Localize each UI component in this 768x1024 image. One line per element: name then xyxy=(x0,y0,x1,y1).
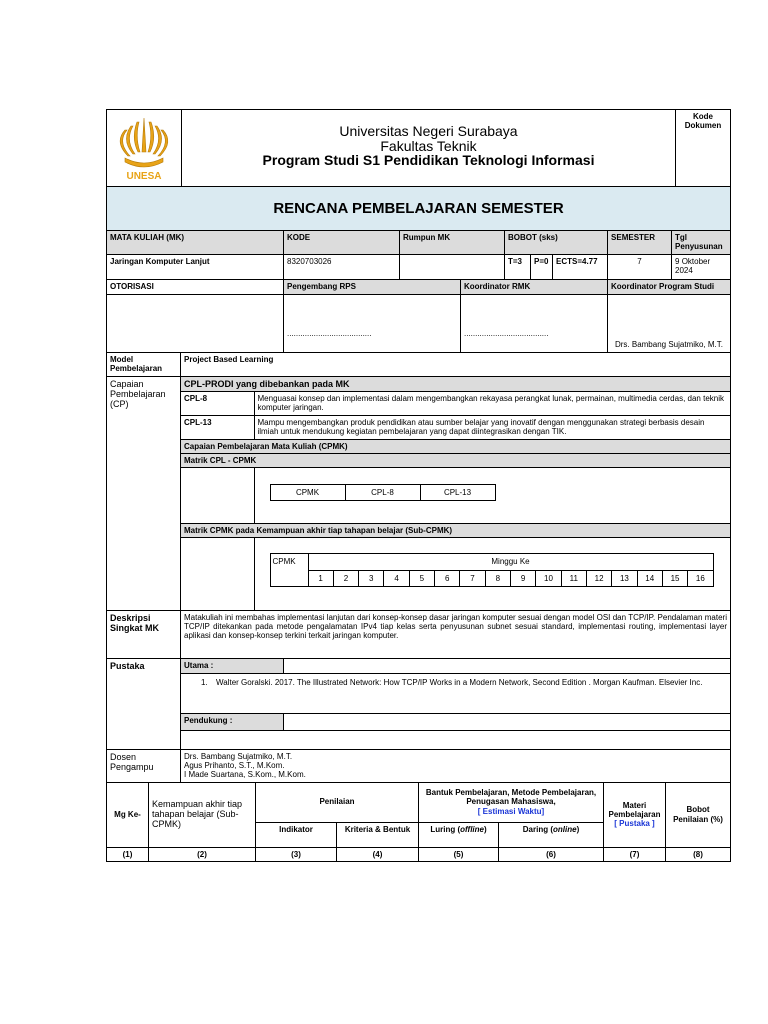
dosen-3: I Made Suartana, S.Kom., M.Kom. xyxy=(184,770,306,780)
rps-document xyxy=(106,109,731,862)
dosen-2: Agus Prihanto, S.T., M.Kom. xyxy=(184,761,285,771)
pustaka-inner-table xyxy=(181,659,730,749)
week-8: 8 xyxy=(485,570,510,586)
subcpmk-cpmk-label: CPMK xyxy=(270,554,308,586)
tgl-header: Tgl Penyusunan xyxy=(672,231,731,255)
cpl-13-code: CPL-13 xyxy=(181,415,254,439)
sks-p: P=0 xyxy=(531,255,553,280)
dosen-label: Dosen Pengampu xyxy=(107,749,181,782)
cpl-13-text: Mampu mengembangkan produk pendidikan atau sumber belajar yang inovatif dengan menggunakan strategi berbasis desain ilmiah untuk mendukung kegiatan pembelajaran yang dapat diintegrasikan dengan TIK. xyxy=(254,415,730,439)
week-14: 14 xyxy=(637,570,662,586)
week-1: 1 xyxy=(308,570,333,586)
course-semester: 7 xyxy=(608,255,672,280)
cpl-cpmk-matrix xyxy=(270,484,496,501)
sks-t: T=3 xyxy=(505,255,531,280)
course-rumpun xyxy=(400,255,505,280)
matrik-cpl-heading: Matrik CPL - CPMK xyxy=(181,454,730,468)
col-num-3: (3) xyxy=(256,847,337,861)
dosen-list xyxy=(181,749,731,782)
cp-label: Capaian Pembelajaran (CP) xyxy=(107,376,181,610)
ref-number: 1. xyxy=(201,678,208,688)
pengembang-label: Pengembang RPS xyxy=(284,280,461,295)
matrix-col-cpl13: CPL-13 xyxy=(420,485,495,501)
pendukung-label: Pendukung : xyxy=(181,714,283,731)
week-2: 2 xyxy=(333,570,358,586)
week-3: 3 xyxy=(359,570,384,586)
sign-pengembang: ...................................... xyxy=(284,295,461,353)
cpl-8-code: CPL-8 xyxy=(181,391,254,415)
sign-prodi: Drs. Bambang Sujatmiko, M.T. xyxy=(608,295,731,353)
sks-ects: ECTS=4.77 xyxy=(553,255,608,280)
dosen-1: Drs. Bambang Sujatmiko, M.T. xyxy=(184,751,293,761)
course-name: Jaringan Komputer Lanjut xyxy=(107,255,284,280)
header-table xyxy=(106,109,731,231)
cp-inner-table xyxy=(181,377,730,610)
col-num-7: (7) xyxy=(604,847,666,861)
subcpmk-heading: Matrik CPMK pada Kemampuan akhir tiap tahapan belajar (Sub-CPMK) xyxy=(181,524,730,538)
koordinator-prodi-label: Koordinator Program Studi xyxy=(608,280,731,295)
university-name: Universitas Negeri Surabaya xyxy=(339,123,518,139)
minggu-label: Minggu Ke xyxy=(308,554,713,570)
course-code: 8320703026 xyxy=(284,255,400,280)
cpl-heading: CPL-PRODI yang dibebankan pada MK xyxy=(181,377,730,392)
ref-1: Walter Goralski. 2017. The Illustrated Network: How TCP/IP Works in a Modern Network, Second Edition . Morgan Kaufman. Elsevier Inc. xyxy=(216,678,703,688)
university-heading xyxy=(182,110,676,187)
week-11: 11 xyxy=(561,570,586,586)
col-num-8: (8) xyxy=(666,847,731,861)
bobot-header: BOBOT (sks) xyxy=(505,231,608,255)
kode-dokumen: Kode Dokumen xyxy=(676,110,731,187)
kemampuan-header: Kemampuan akhir tiap tahapan belajar (Sub-CPMK) xyxy=(149,782,256,847)
kriteria-header: Kriteria & Bentuk xyxy=(337,822,419,847)
sign-rmk: ...................................... xyxy=(461,295,608,353)
week-13: 13 xyxy=(612,570,637,586)
week-6: 6 xyxy=(435,570,460,586)
rumpun-header: Rumpun MK xyxy=(400,231,505,255)
materi-header: Materi Pembelajaran [ Pustaka ] xyxy=(604,782,666,847)
penilaian-header: Penilaian xyxy=(256,782,419,822)
week-16: 16 xyxy=(688,570,713,586)
model-value: Project Based Learning xyxy=(181,353,731,376)
kode-header: KODE xyxy=(284,231,400,255)
cpl-8-text: Menguasai konsep dan implementasi dalam mengembangkan rekayasa perangkat lunak, permainan, multimedia cerdas, dan teknik komputer jaringan. xyxy=(254,391,730,415)
model-label: Model Pembelajaran xyxy=(107,353,181,376)
estimasi-waktu: [ Estimasi Waktu] xyxy=(477,806,545,816)
unesa-logo-icon xyxy=(113,112,175,182)
svg-text:UNESA: UNESA xyxy=(126,171,162,182)
plan-header-table xyxy=(106,782,731,862)
mg-ke-header: Mg Ke- xyxy=(107,782,149,847)
cpmk-heading: Capaian Pembelajaran Mata Kuliah (CPMK) xyxy=(181,439,730,453)
mk-header: MATA KULIAH (MK) xyxy=(107,231,284,255)
week-9: 9 xyxy=(511,570,536,586)
koordinator-rmk-label: Koordinator RMK xyxy=(461,280,608,295)
bobot-penilaian-header: Bobot Penilaian (%) xyxy=(666,782,731,847)
week-12: 12 xyxy=(586,570,611,586)
pustaka-tag: [ Pustaka ] xyxy=(614,819,655,829)
col-num-6: (6) xyxy=(499,847,604,861)
otorisasi-label: OTORISASI xyxy=(107,280,284,295)
course-info-table xyxy=(106,230,731,280)
indikator-header: Indikator xyxy=(256,822,337,847)
pustaka-label: Pustaka xyxy=(107,658,181,749)
deskripsi-label: Deskripsi Singkat MK xyxy=(107,610,181,658)
doc-title: RENCANA PEMBELAJARAN SEMESTER xyxy=(107,187,731,231)
luring-header: Luring (offline) xyxy=(419,822,499,847)
semester-header: SEMESTER xyxy=(608,231,672,255)
col-num-4: (4) xyxy=(337,847,419,861)
week-15: 15 xyxy=(662,570,687,586)
daring-header: Daring (online) xyxy=(499,822,604,847)
col-num-5: (5) xyxy=(419,847,499,861)
week-10: 10 xyxy=(536,570,561,586)
week-4: 4 xyxy=(384,570,409,586)
subcpmk-matrix xyxy=(270,553,714,586)
col-num-1: (1) xyxy=(107,847,149,861)
main-table xyxy=(106,352,731,782)
col-num-2: (2) xyxy=(149,847,256,861)
week-7: 7 xyxy=(460,570,485,586)
logo-cell xyxy=(107,110,182,187)
deskripsi-text: Matakuliah ini membahas implementasi lanjutan dari konsep-konsep dasar jaringan komputer sesuai dengan model OSI dan TCP/IP. Pendalaman materi TCP/IP ditekankan pada metode pengalamatan IPv4 tiap kelas serta penyusunan subnet sesuai standard, implementasi routing, implementasi layer aplikasi dan konsep-konsep terkini terkait jaringan komputer. xyxy=(181,610,731,658)
bantuk-header: Bantuk Pembelajaran, Metode Pembelajaran, Penugasan Mahasiswa, [ Estimasi Waktu] xyxy=(419,782,604,822)
otorisasi-table xyxy=(106,279,731,353)
week-5: 5 xyxy=(409,570,434,586)
utama-label: Utama : xyxy=(181,659,283,674)
matrix-col-cpmk: CPMK xyxy=(270,485,345,501)
matrix-col-cpl8: CPL-8 xyxy=(345,485,420,501)
faculty-name: Fakultas Teknik xyxy=(380,137,477,154)
course-date: 9 Oktober 2024 xyxy=(672,255,731,280)
program-name: Program Studi S1 Pendidikan Teknologi Informasi xyxy=(262,152,595,169)
